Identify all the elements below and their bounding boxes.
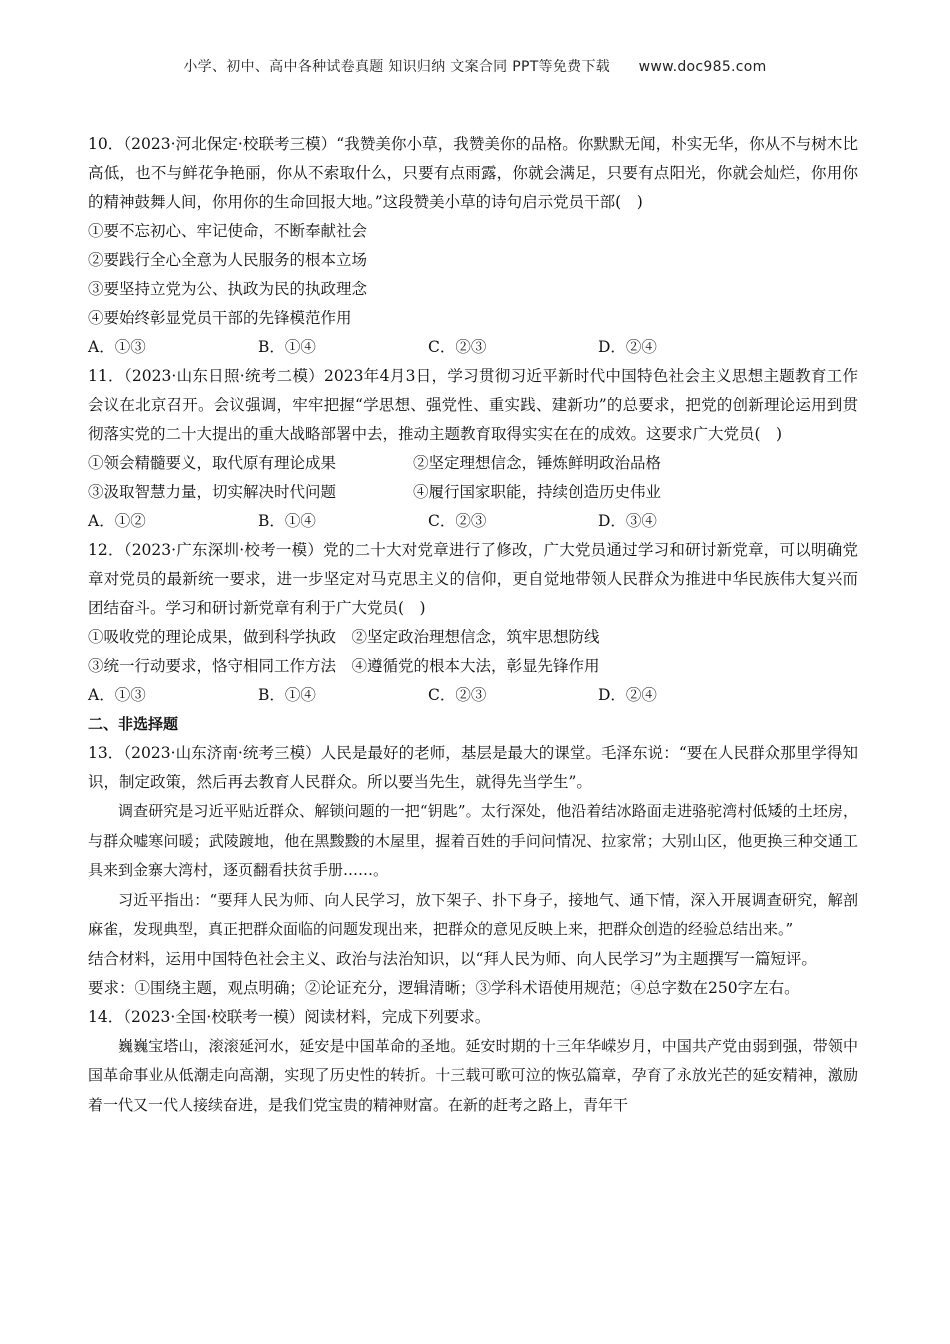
material-paragraph-1: 巍巍宝塔山，滚滚延河水，延安是中国革命的圣地。延安时期的十三年华嵘岁月，中国共产党由弱到强，带领中国革命事业从低潮走向高潮，实现了历史性的转折。十三载可歌可泣的恢弘篇章，孕育了永放光芒的延安精神，激励着一代又一代人接续奋进，是我们党宝贵的精神财富。在新的赶考之路上，青年干 xyxy=(88,1036,858,1114)
choice-d[interactable]: D．②④ xyxy=(598,338,657,356)
choice-c[interactable]: C．②③ xyxy=(428,686,487,704)
statement-1: ①要不忘初心、牢记使命，不断奉献社会 xyxy=(88,222,368,240)
statement-row xyxy=(88,478,858,507)
statement-row-2: ③统一行动要求，恪守相同工作方法 ④遵循党的根本大法，彰显先锋作用 xyxy=(88,657,600,675)
task-requirements: 要求：①围绕主题，观点明确；②论证充分，逻辑清晰；③学科术语使用规范；④总字数在250字左右。 xyxy=(88,978,800,997)
question-stem: 14．（2023·全国·校联考一模）阅读材料，完成下列要求。 xyxy=(88,1007,491,1026)
statement-2: ②坚定理想信念，锤炼鲜明政治品格 xyxy=(413,454,662,472)
answer-choices xyxy=(88,507,858,536)
statement-row-1: ①吸收党的理论成果，做到科学执政 ②坚定政治理想信念，筑牢思想防线 xyxy=(88,628,600,646)
choice-c[interactable]: C．②③ xyxy=(428,338,487,356)
question-11 xyxy=(88,362,858,536)
choice-c[interactable]: C．②③ xyxy=(428,512,487,530)
question-13 xyxy=(88,739,858,1003)
page-header: 小学、初中、高中各种试卷真题 知识归纳 文案合同 PPT等免费下载 www.doc985.com xyxy=(183,59,767,75)
statement-2: ②要践行全心全意为人民服务的根本立场 xyxy=(88,251,368,269)
choice-d[interactable]: D．②④ xyxy=(598,686,657,704)
statement-1: ①领会精髓要义，取代原有理论成果 xyxy=(88,454,337,472)
question-14 xyxy=(88,1003,858,1121)
statement-3: ③汲取智慧力量，切实解决时代问题 xyxy=(88,483,337,501)
question-stem: 13．（2023·山东济南·统考三模）人民是最好的老师，基层是最大的课堂。毛泽东说：“要在人民群众那里学得知识，制定政策，然后再去教育人民群众。所以要当先生，就得先当学生”。 xyxy=(88,744,858,791)
question-stem: 11．（2023·山东日照·统考二模）2023年4月3日，学习贯彻习近平新时代中国特色社会主义思想主题教育工作会议在北京召开。会议强调，牢牢把握“学思想、强党性、重实践、建新功”的总要求，把党的创新理论运用到贯彻落实党的二十大提出的重大战略部署中去，推动主题教育取得实实在在的成效。这要求广大党员( ) xyxy=(88,367,858,443)
choice-b[interactable]: B．①④ xyxy=(258,512,316,530)
statement-4: ④要始终彰显党员干部的先锋模范作用 xyxy=(88,309,352,327)
answer-choices xyxy=(88,333,858,362)
answer-choices xyxy=(88,681,858,710)
statement-4: ④履行国家职能，持续创造历史伟业 xyxy=(413,483,662,501)
choice-a[interactable]: A．①③ xyxy=(88,338,146,356)
choice-d[interactable]: D．③④ xyxy=(598,512,657,530)
task-instruction: 结合材料，运用中国特色社会主义、政治与法治知识，以“拜人民为师、向人民学习”为主题撰写一篇短评。 xyxy=(88,949,817,968)
statement-row xyxy=(88,449,858,478)
choice-b[interactable]: B．①④ xyxy=(258,338,316,356)
question-12 xyxy=(88,536,858,710)
choice-a[interactable]: A．①③ xyxy=(88,686,146,704)
choice-a[interactable]: A．①② xyxy=(88,512,146,530)
document-body xyxy=(88,130,858,1120)
material-paragraph-1: 调查研究是习近平贴近群众、解锁问题的一把“钥匙”。太行深处，他沿着结冰路面走进骆驼湾村低矮的土坯房，与群众嘘寒问暖；武陵踱地，他在黑黢黢的木屋里，握着百姓的手问问情况、拉家常；大别山区，他更换三种交通工具来到金寨大湾村，逐页翻看扶贫手册……。 xyxy=(88,802,858,879)
statement-3: ③要坚持立党为公、执政为民的执政理念 xyxy=(88,280,368,298)
choice-b[interactable]: B．①④ xyxy=(258,686,316,704)
question-stem: 10．（2023·河北保定·校联考三模）“我赞美你小草，我赞美你的品格。你默默无闻，朴实无华，你从不与树木比高低，也不与鲜花争艳丽，你从不索取什么，只要有点雨露，你就会满足，只要有点阳光，你就会灿烂，你用你的精神鼓舞人间，你用你的生命回报大地。”这段赞美小草的诗句启示党员干部( ) xyxy=(88,135,858,211)
material-paragraph-2: 习近平指出：“要拜人民为师、向人民学习，放下架子、扑下身子，接地气、通下情，深入开展调查研究，解剖麻雀，发现典型，真正把群众面临的问题发现出来，把群众的意见反映上来，把群众创造的经验总结出来。” xyxy=(88,890,858,938)
question-10 xyxy=(88,130,858,362)
question-stem: 12．（2023·广东深圳·校考一模）党的二十大对党章进行了修改，广大党员通过学习和研讨新党章，可以明确党章对党员的最新统一要求，进一步坚定对马克思主义的信仰，更自觉地带领人民群众为推进中华民族伟大复兴而团结奋斗。学习和研讨新党章有利于广大党员( ) xyxy=(88,541,858,617)
section-heading: 二、非选择题 xyxy=(88,715,179,733)
